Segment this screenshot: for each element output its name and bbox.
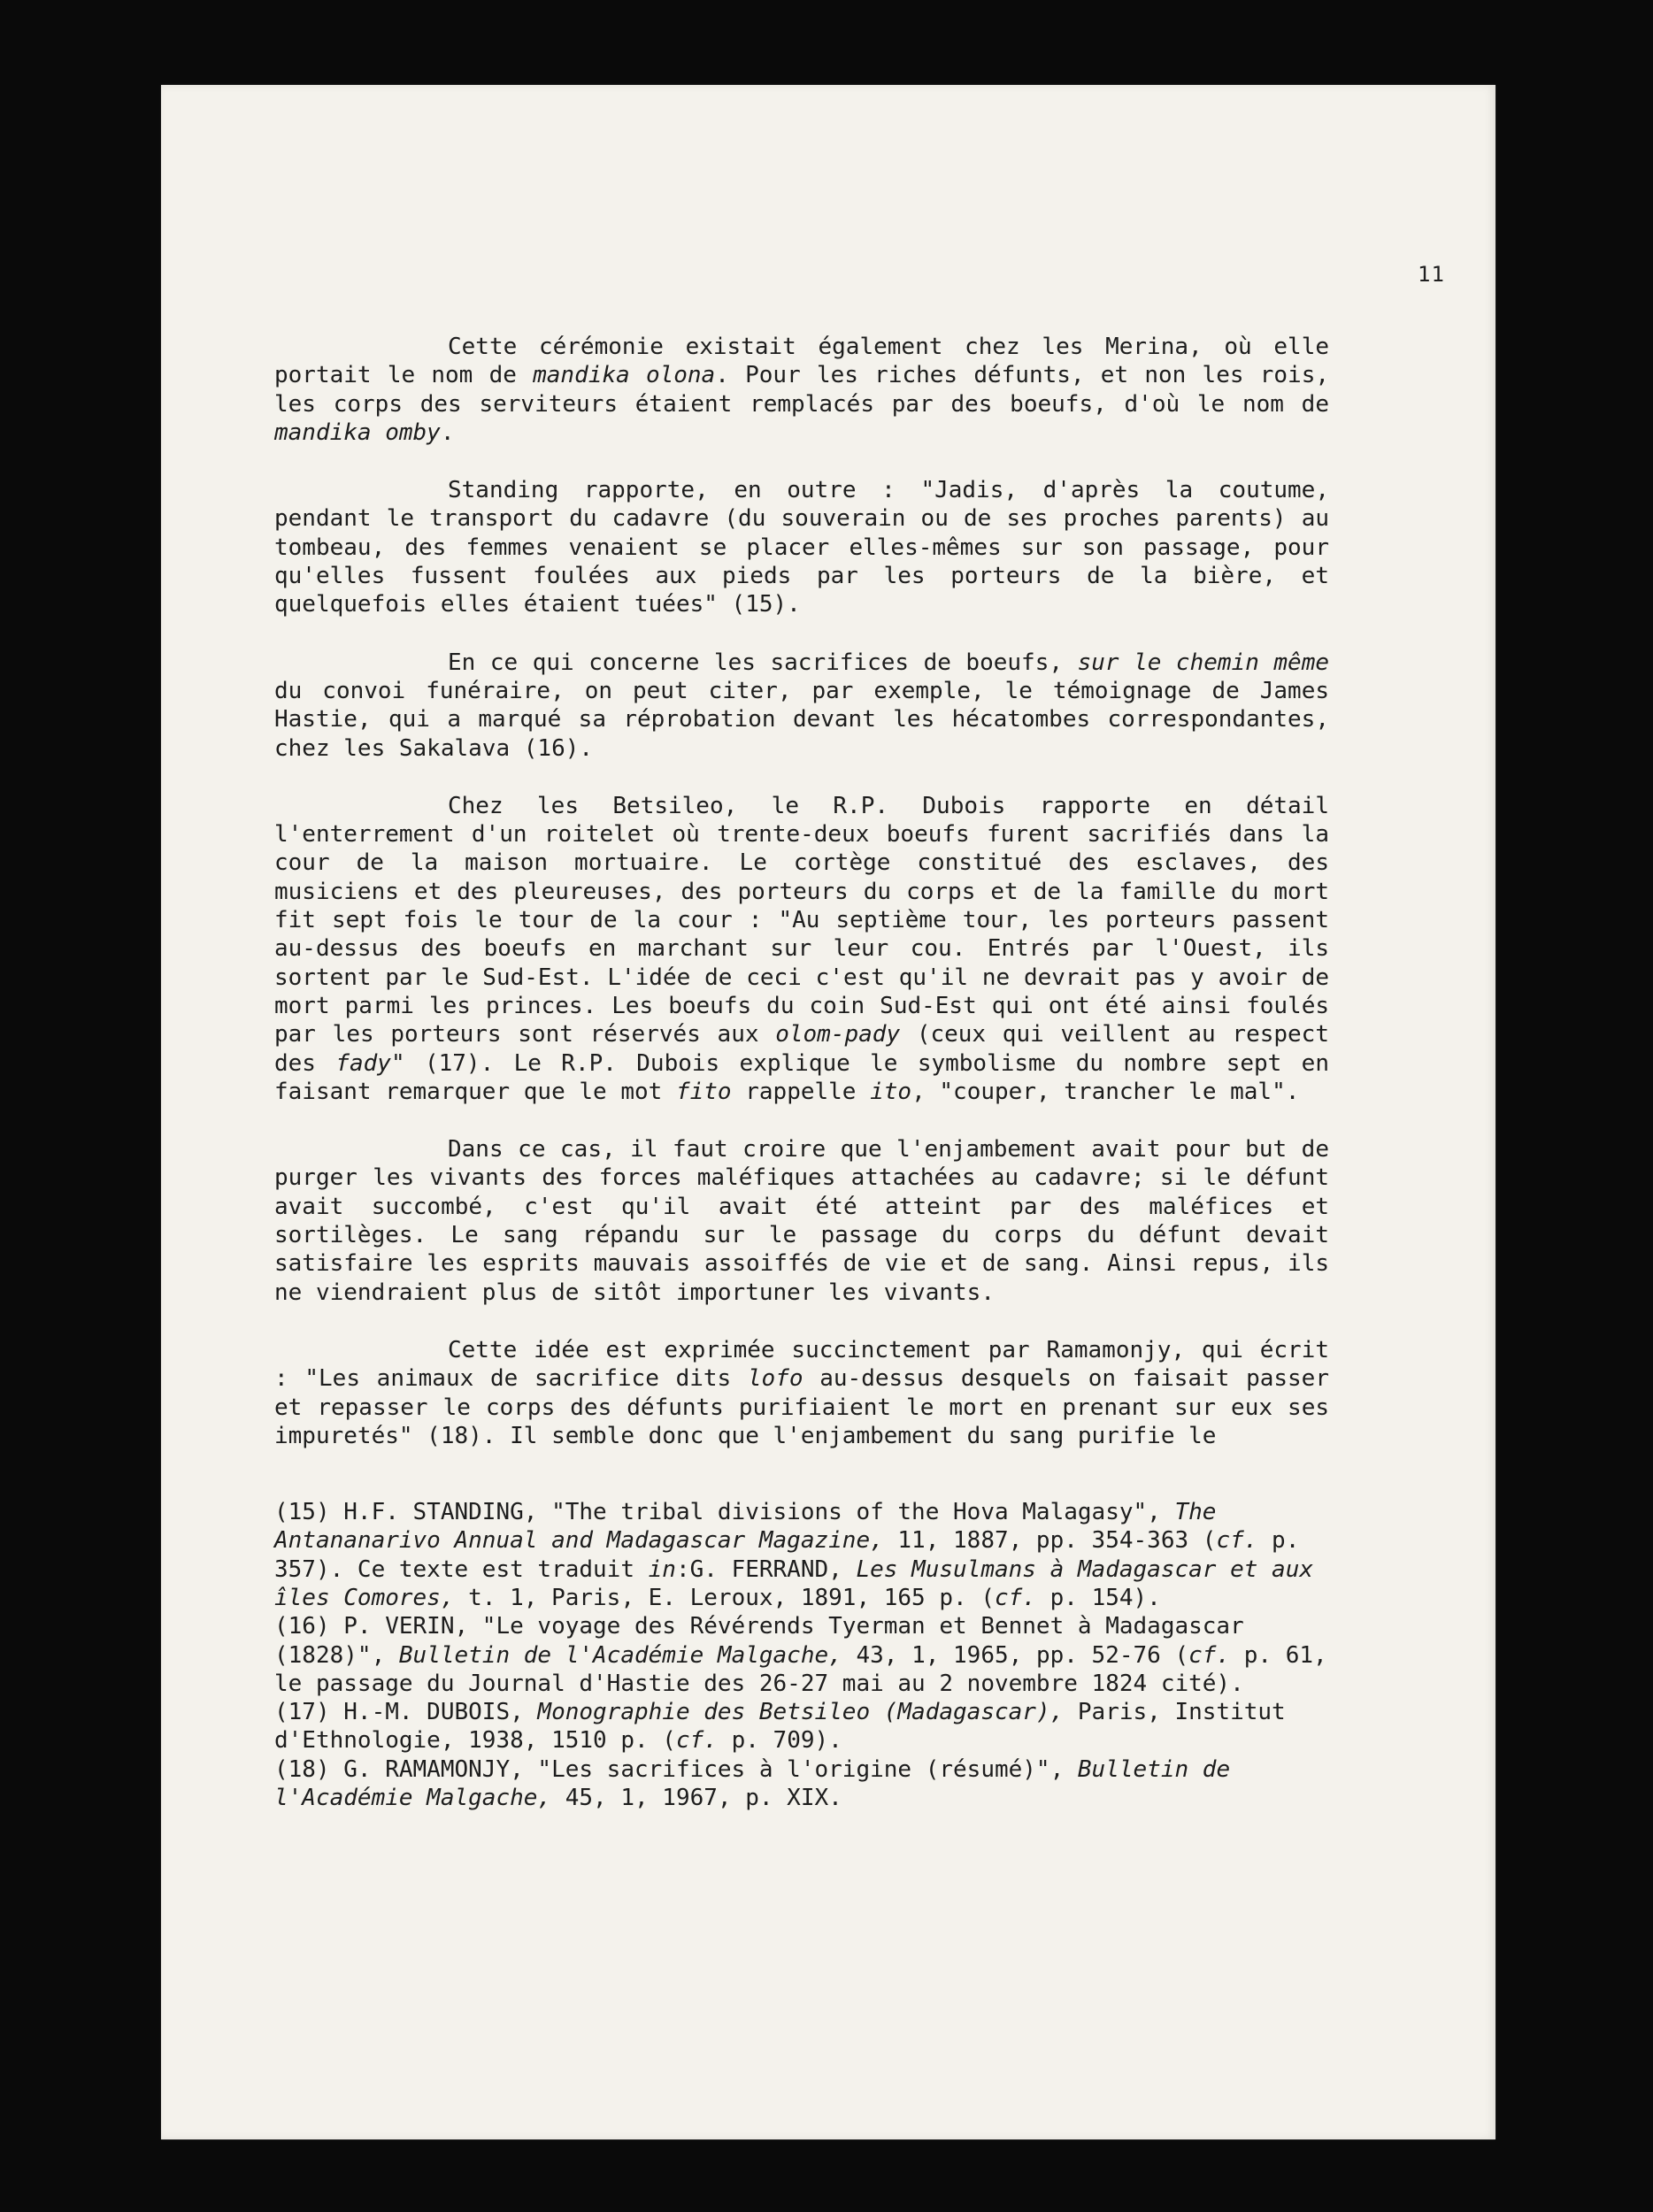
footnotes <box>274 1498 1329 1812</box>
paragraph: Cette cérémonie existait également chez les Merina, où elle portait le nom de mandika olona. Pour les riches défunts, et non les rois, les corps des serviteurs étaient remplacés par des boeufs, d'où le nom de mandika omby. <box>274 334 1330 446</box>
page-number: 11 <box>1418 262 1445 287</box>
footnote-15: (15) H.F. STANDING, "The tribal divisions of the Hova Malagasy", The Antananarivo Annual and Madagascar Magazine, 11, 1887, pp. 354-363 (cf. p. 357). Ce texte est traduit in:G. FERRAND, Les Musulmans à Madagascar et aux îles Comores, t. 1, Paris, E. Leroux, 1891, 165 p. (cf. p. 154). <box>274 1499 1314 1611</box>
paragraph: Dans ce cas, il faut croire que l'enjambement avait pour but de purger les vivants des forces maléfiques attachées au cadavre; si le défunt avait succombé, c'est qu'il avait été atteint par des maléfices et sortilèges. Le sang répandu sur le passage du corps du défunt devait satisfaire les esprits mauvais assoiffés de vie et de sang. Ainsi repus, ils ne viendraient plus de sitôt importuner les vivants. <box>274 1136 1329 1306</box>
document-page <box>161 85 1495 2139</box>
paragraph: Chez les Betsileo, le R.P. Dubois rapporte en détail l'enterrement d'un roitelet où trente-deux boeufs furent sacrifiés dans la cour de la maison mortuaire. Le cortège constitué des esclaves, des musiciens et des pleureuses, des porteurs du corps et de la famille du mort fit sept fois le tour de la cour : "Au septième tour, les porteurs passent au-dessus des boeufs en marchant sur leur cou. Entrés par l'Ouest, ils sortent par le Sud-Est. L'idée de ceci c'est qu'il ne devrait pas y avoir de mort parmi les princes. Les boeufs du coin Sud-Est qui ont été ainsi foulés par les porteurs sont réservés aux olom-pady (ceux qui veillent au respect des fady" (17). Le R.P. Dubois explique le symbolisme du nombre sept en faisant remarquer que le mot fito rappelle ito, "couper, trancher le mal". <box>274 792 1329 1105</box>
paragraph: En ce qui concerne les sacrifices de boeufs, sur le chemin même du convoi funéraire, on peut citer, par exemple, le témoignage de James Hastie, qui a marqué sa réprobation devant les hécatombes correspondantes, chez les Sakalava (16). <box>274 649 1330 762</box>
paragraph: Cette idée est exprimée succinctement par Ramamonjy, qui écrit : "Les animaux de sacrifice dits lofo au-dessus desquels on faisait passer et repasser le corps des défunts purifiaient le mort en prenant sur eux ses impuretés" (18). Il semble donc que l'enjambement du sang purifie le <box>274 1336 1329 1449</box>
footnote-18: (18) G. RAMAMONJY, "Les sacrifices à l'origine (résumé)", Bulletin de l'Académie Malgache, 45, 1, 1967, p. XIX. <box>274 1755 1231 1812</box>
footnote-16: (16) P. VERIN, "Le voyage des Révérends Tyerman et Bennet à Madagascar (1828)", Bulletin de l'Académie Malgache, 43, 1, 1965, pp. 52-76 (cf. p. 61, le passage du Journal d'Hastie des 26-27 mai au 2 novembre 1824 cité). <box>274 1613 1327 1697</box>
footnote-17: (17) H.-M. DUBOIS, Monographie des Betsileo (Madagascar), Paris, Institut d'Ethnologie, 1938, 1510 p. (cf. p. 709). <box>274 1699 1286 1755</box>
body-text <box>274 333 1329 1812</box>
paragraph: Standing rapporte, en outre : "Jadis, d'après la coutume, pendant le transport du cadavre (du souverain ou de ses proches parents) au tombeau, des femmes venaient se placer elles-mêmes sur son passage, pour qu'elles fussent foulées aux pieds par les porteurs de la bière, et quelquefois elles étaient tuées" (15). <box>274 477 1329 618</box>
